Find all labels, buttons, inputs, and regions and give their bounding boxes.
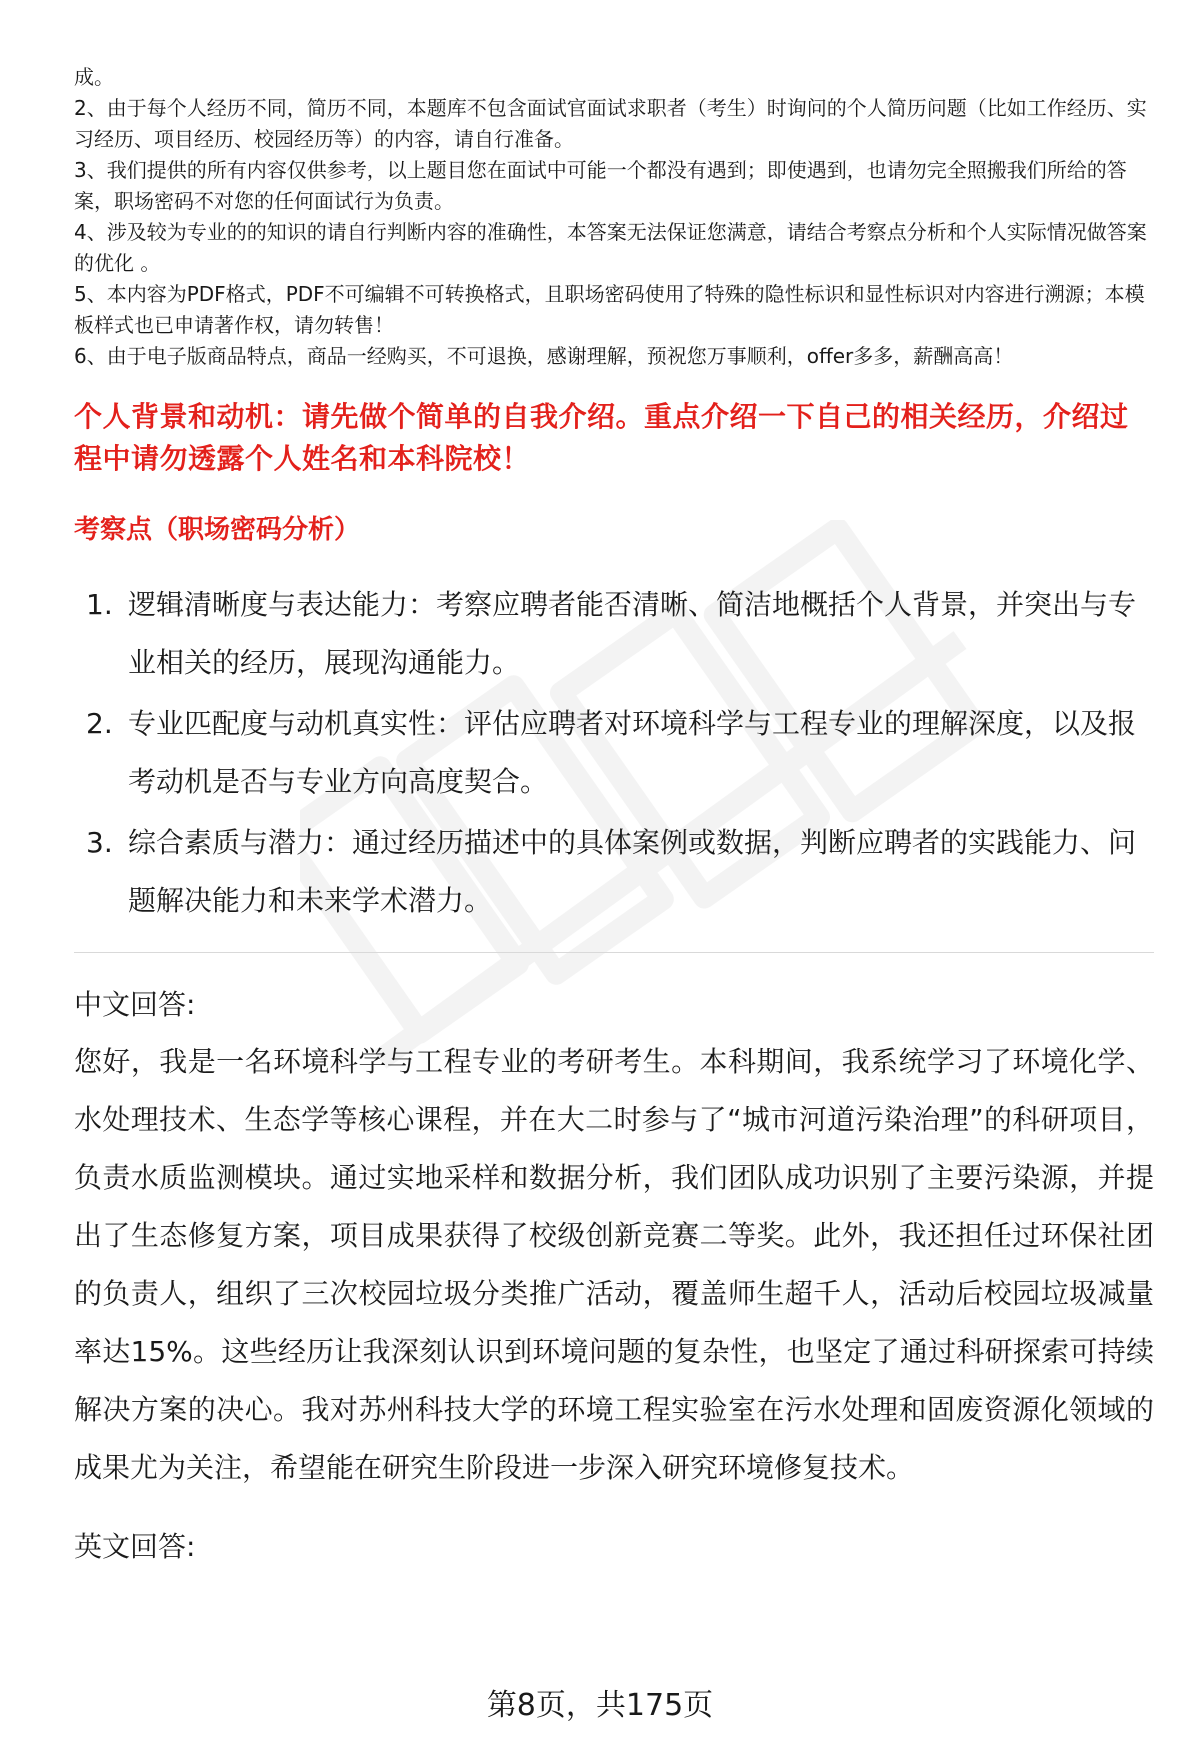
note-line: 6、由于电子版商品特点，商品一经购买，不可退换，感谢理解，预祝您万事顺利，offer多多，薪酬高高！ <box>74 344 1014 368</box>
note-line: 4、涉及较为专业的的知识的请自行判断内容的准确性，本答案无法保证您满意，请结合考察点分析和个人实际情况做答案的优化 。 <box>74 220 1147 275</box>
point-text: 专业匹配度与动机真实性：评估应聘者对环境科学与工程专业的理解深度，以及报考动机是否与专业方向高度契合。 <box>128 707 1137 798</box>
assessment-point <box>74 695 1154 811</box>
chinese-answer-text: 您好，我是一名环境科学与工程专业的考研考生。本科期间，我系统学习了环境化学、水处理技术、生态学等核心课程，并在大二时参与了“城市河道污染治理”的科研项目，负责水质监测模块。通过实地采样和数据分析，我们团队成功识别了主要污染源，并提出了生态修复方案，项目成果获得了校级创新竞赛二等奖。此外，我还担任过环保社团的负责人，组织了三次校园垃圾分类推广活动，覆盖师生超千人，活动后校园垃圾减量率达15%。这些经历让我深刻认识到环境问题的复杂性，也坚定了通过科研探索可持续解决方案的决心。我对苏州科技大学的环境工程实验室在污水处理和固废资源化领域的成果尤为关注，希望能在研究生阶段进一步深入研究环境修复技术。 <box>74 1045 1154 1484</box>
note-line: 5、本内容为PDF格式，PDF不可编辑不可转换格式，且职场密码使用了特殊的隐性标识和显性标识对内容进行溯源；本模板样式也已申请著作权，请勿转售！ <box>74 282 1145 337</box>
question-title: 个人背景和动机：请先做个简单的自我介绍。重点介绍一下自己的相关经历，介绍过程中请勿透露个人姓名和本科院校！ <box>74 400 1129 475</box>
assessment-point <box>74 576 1154 692</box>
assessment-point <box>74 814 1154 930</box>
disclaimer-notes <box>74 62 1154 372</box>
page-number-footer: 第8页，共175页 <box>486 1688 714 1723</box>
chinese-answer-label: 中文回答: <box>74 988 196 1021</box>
note-line: 2、由于每个人经历不同，简历不同，本题库不包含面试官面试求职者（考生）时询问的个人简历问题（比如工作经历、实习经历、项目经历、校园经历等）的内容，请自行准备。 <box>74 96 1147 151</box>
point-text: 逻辑清晰度与表达能力：考察应聘者能否清晰、简洁地概括个人背景，并突出与专业相关的经历，展现沟通能力。 <box>128 588 1137 679</box>
point-text: 综合素质与潜力：通过经历描述中的具体案例或数据，判断应聘者的实践能力、问题解决能力和未来学术潜力。 <box>128 826 1137 917</box>
note-line: 3、我们提供的所有内容仅供参考，以上题目您在面试中可能一个都没有遇到；即使遇到，也请勿完全照搬我们所给的答案，职场密码不对您的任何面试行为负责。 <box>74 158 1127 213</box>
point-number: 1. <box>86 588 113 621</box>
note-line: 成。 <box>74 65 114 89</box>
document-page <box>74 0 1154 1567</box>
point-number: 3. <box>86 826 113 859</box>
section-divider <box>74 952 1154 953</box>
assessment-points <box>74 576 1154 930</box>
assessment-title: 考察点（职场密码分析） <box>74 515 361 545</box>
english-answer-label: 英文回答: <box>74 1530 196 1563</box>
point-number: 2. <box>86 707 113 740</box>
